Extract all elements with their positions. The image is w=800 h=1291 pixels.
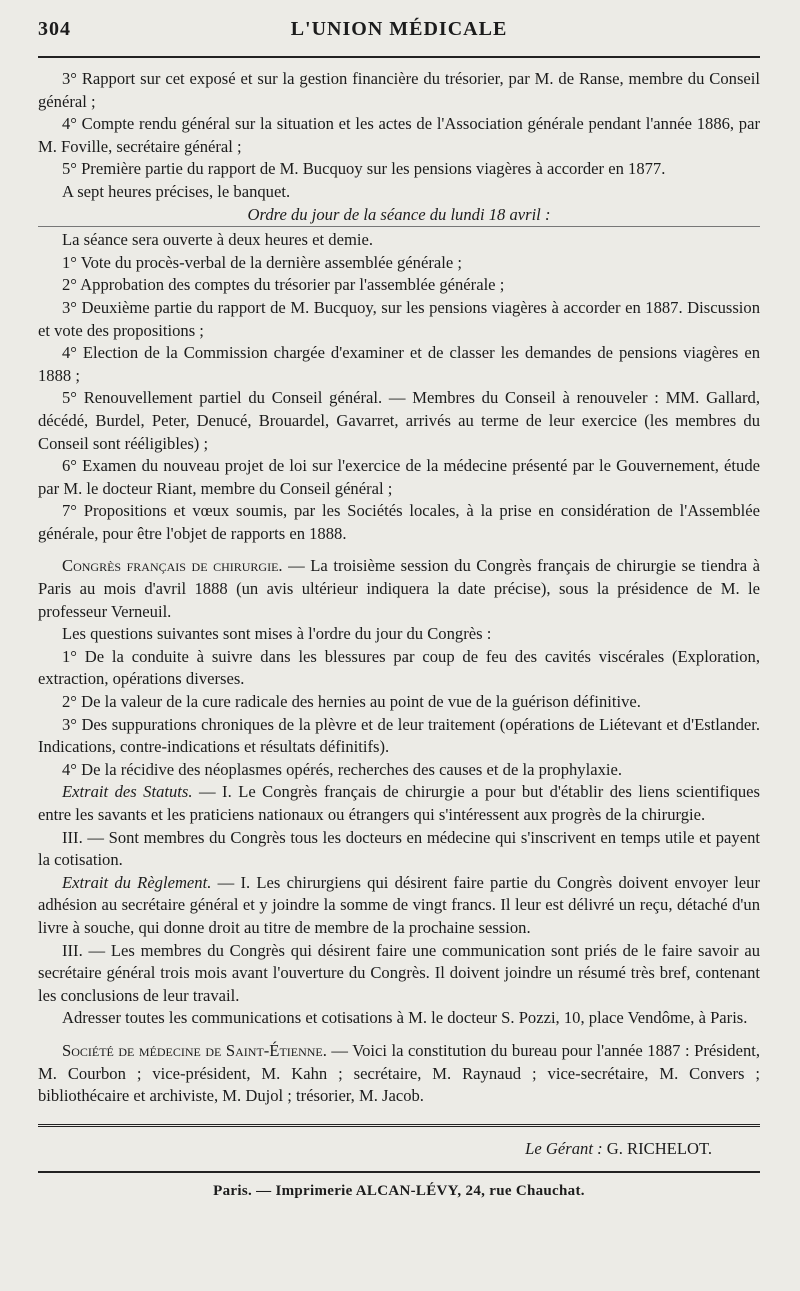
paragraph: 4° Compte rendu général sur la situation et les actes de l'Association générale pendant l'année 1886, par M. Foville, secrétaire général ; bbox=[38, 114, 760, 156]
gerant-name: G. RICHELOT. bbox=[602, 1138, 712, 1158]
header-rule bbox=[38, 56, 760, 58]
paragraph: 5° Première partie du rapport de M. Bucquoy sur les pensions viagères à accorder en 1877. bbox=[62, 159, 666, 179]
societe-heading: Société de médecine de Saint-Étienne. bbox=[62, 1040, 327, 1060]
reglement-article-iii: III. — Les membres du Congrès qui désirent faire une communication sont priés de le faire savoir au secrétaire général trois mois avant l'ouverture du Congrès. Il doivent joindre un résumé très bref, contenant les conclusions de leur travail. bbox=[38, 940, 760, 1005]
agenda-item: 5° Renouvellement partiel du Conseil général. — Membres du Conseil à renouveler : MM. Gallard, décédé, Burdel, Peter, Denucé, Brouardel, Gavarret, arrivés au terme de leur exercice (les membres du Conseil sont rééligibles) ; bbox=[38, 388, 760, 453]
agenda-item: 1° Vote du procès-verbal de la dernière assemblée générale ; bbox=[62, 252, 462, 272]
agenda-item: 2° Approbation des comptes du trésorier par l'assemblée générale ; bbox=[62, 275, 505, 295]
question-item: 1° De la conduite à suivre dans les blessures par coup de feu des cavités viscérales (Exploration, extraction, opérations diverses. bbox=[38, 646, 760, 689]
reglement-label: Extrait du Règlement. bbox=[62, 872, 212, 892]
questions-intro: Les questions suivantes sont mises à l'ordre du jour du Congrès : bbox=[62, 624, 492, 644]
paragraph: A sept heures précises, le banquet. bbox=[62, 181, 291, 201]
page-number: 304 bbox=[38, 18, 71, 40]
congres-text: — La troisième session du Congrès français de chirurgie se tiendra à Paris au mois d'avril 1888 (un avis ultérieur indiquera la date précise), sous la présidence de M. le professeur Verneuil. bbox=[38, 556, 760, 621]
footer-rule bbox=[38, 1124, 760, 1127]
question-item: 3° Des suppurations chroniques de la plèvre et de leur traitement (opérations de Liétevant et d'Estlander. Indications, contre-indications et résultats définitifs). bbox=[38, 714, 760, 757]
agenda-title: Ordre du jour de la séance du lundi 18 avril : bbox=[247, 204, 551, 224]
printer-imprint: Paris. — Imprimerie ALCAN-LÉVY, 24, rue Chauchat. bbox=[213, 1182, 585, 1199]
question-item: 2° De la valeur de la cure radicale des hernies au point de vue de la guérison définitive. bbox=[62, 692, 641, 712]
question-item: 4° De la récidive des néoplasmes opérés, recherches des causes et de la prophylaxie. bbox=[62, 759, 622, 779]
societe-text: — Voici la constitution du bureau pour l'année 1887 : Président, M. Courbon ; vice-président, M. Kahn ; secrétaire, M. Raynaud ; vice-secrétaire, M. Convers ; bibliothécaire et archiviste, M. Dujol ; trésorier, M. Jacob. bbox=[38, 1040, 760, 1106]
gerant-label: Le Gérant : bbox=[525, 1138, 603, 1158]
agenda-separator bbox=[38, 226, 760, 227]
address-paragraph: Adresser toutes les communications et cotisations à M. le docteur S. Pozzi, 10, place Vendôme, à Paris. bbox=[62, 1008, 748, 1028]
congres-paragraph bbox=[38, 555, 760, 623]
paragraph: 3° Rapport sur cet exposé et sur la gestion financière du trésorier, par M. de Ranse, membre du Conseil général ; bbox=[38, 69, 760, 111]
agenda-item: 3° Deuxième partie du rapport de M. Bucquoy, sur les pensions viagères à accorder en 1887. Discussion et vote des propositions ; bbox=[38, 297, 760, 340]
statuts-article-iii: III. — Sont membres du Congrès tous les docteurs en médecine qui s'inscrivent en temps utile et payent la cotisation. bbox=[38, 827, 760, 870]
page-header bbox=[38, 16, 760, 50]
journal-title: L'UNION MÉDICALE bbox=[290, 18, 508, 40]
agenda-item: 6° Examen du nouveau projet de loi sur l'exercice de la médecine présenté par le Gouvernement, étude par M. le docteur Riant, membre du Conseil général ; bbox=[38, 456, 760, 498]
reglement-text: — I. Les chirurgiens qui désirent faire partie du Congrès doivent envoyer leur adhésion au secrétaire général et y joindre la somme de vingt francs. Il leur est délivré un reçu, détaché d'un livre à souche, qui donne droit au titre de membre de la prochaine session. bbox=[38, 872, 760, 937]
societe-paragraph bbox=[38, 1040, 760, 1108]
statuts-paragraph bbox=[38, 781, 760, 826]
statuts-text: — I. Le Congrès français de chirurgie a pour but d'établir des liens scientifiques entre les savants et les praticiens nationaux ou étrangers qui s'intéressent aux progrès de la chirurgie. bbox=[38, 782, 760, 824]
congres-heading: Congrès français de chirurgie. bbox=[62, 556, 283, 576]
imprint-rule bbox=[38, 1171, 760, 1173]
reglement-paragraph bbox=[38, 872, 760, 940]
statuts-label: Extrait des Statuts. bbox=[62, 782, 193, 802]
agenda-intro: La séance sera ouverte à deux heures et demie. bbox=[62, 230, 373, 250]
article-body bbox=[38, 68, 760, 1108]
gerant-line bbox=[38, 1139, 712, 1159]
agenda-item: 7° Propositions et vœux soumis, par les Sociétés locales, à la prise en considération de l'Assemblée générale, pour être l'objet de rapports en 1888. bbox=[38, 501, 760, 543]
agenda-item: 4° Election de la Commission chargée d'examiner et de classer les demandes de pensions viagères en 1888 ; bbox=[38, 343, 760, 385]
